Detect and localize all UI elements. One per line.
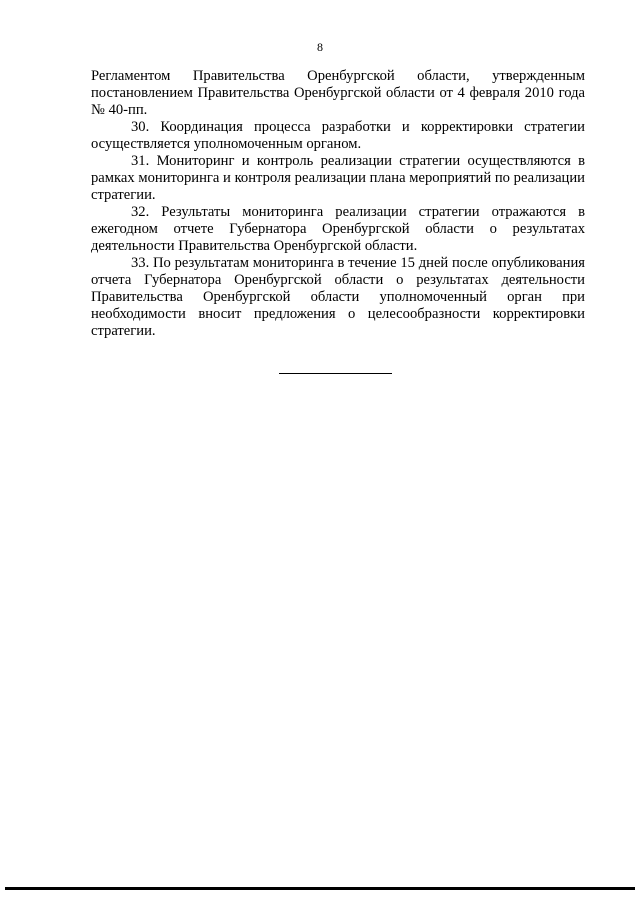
paragraph-30: 30. Координация процесса разработки и корректировки стратегии осуществляется уполномоченным органом. — [91, 119, 585, 152]
end-divider — [279, 373, 392, 374]
paragraph-31: 31. Мониторинг и контроль реализации стратегии осуществляются в рамках мониторинга и контроля реализации плана мероприятий по реализации стратегии. — [91, 153, 585, 203]
page-number: 8 — [317, 40, 323, 54]
paragraph-32: 32. Результаты мониторинга реализации стратегии отражаются в ежегодном отчете Губернатора Оренбургской области о результатах деятельности Правительства Оренбургской области. — [91, 204, 585, 254]
page-bottom-rule — [5, 887, 635, 890]
paragraph-33: 33. По результатам мониторинга в течение 15 дней после опубликования отчета Губернатора Оренбургской области о результатах деятельности Правительства Оренбургской области уполномоченный орган при необходимости вносит предложения о целесообразности корректировки стратегии. — [91, 255, 585, 339]
paragraph-continuation: Регламентом Правительства Оренбургской области, утвержденным постановлением Правительства Оренбургской области от 4 февраля 2010 года № 40-пп. — [91, 68, 585, 118]
document-body — [91, 68, 585, 340]
